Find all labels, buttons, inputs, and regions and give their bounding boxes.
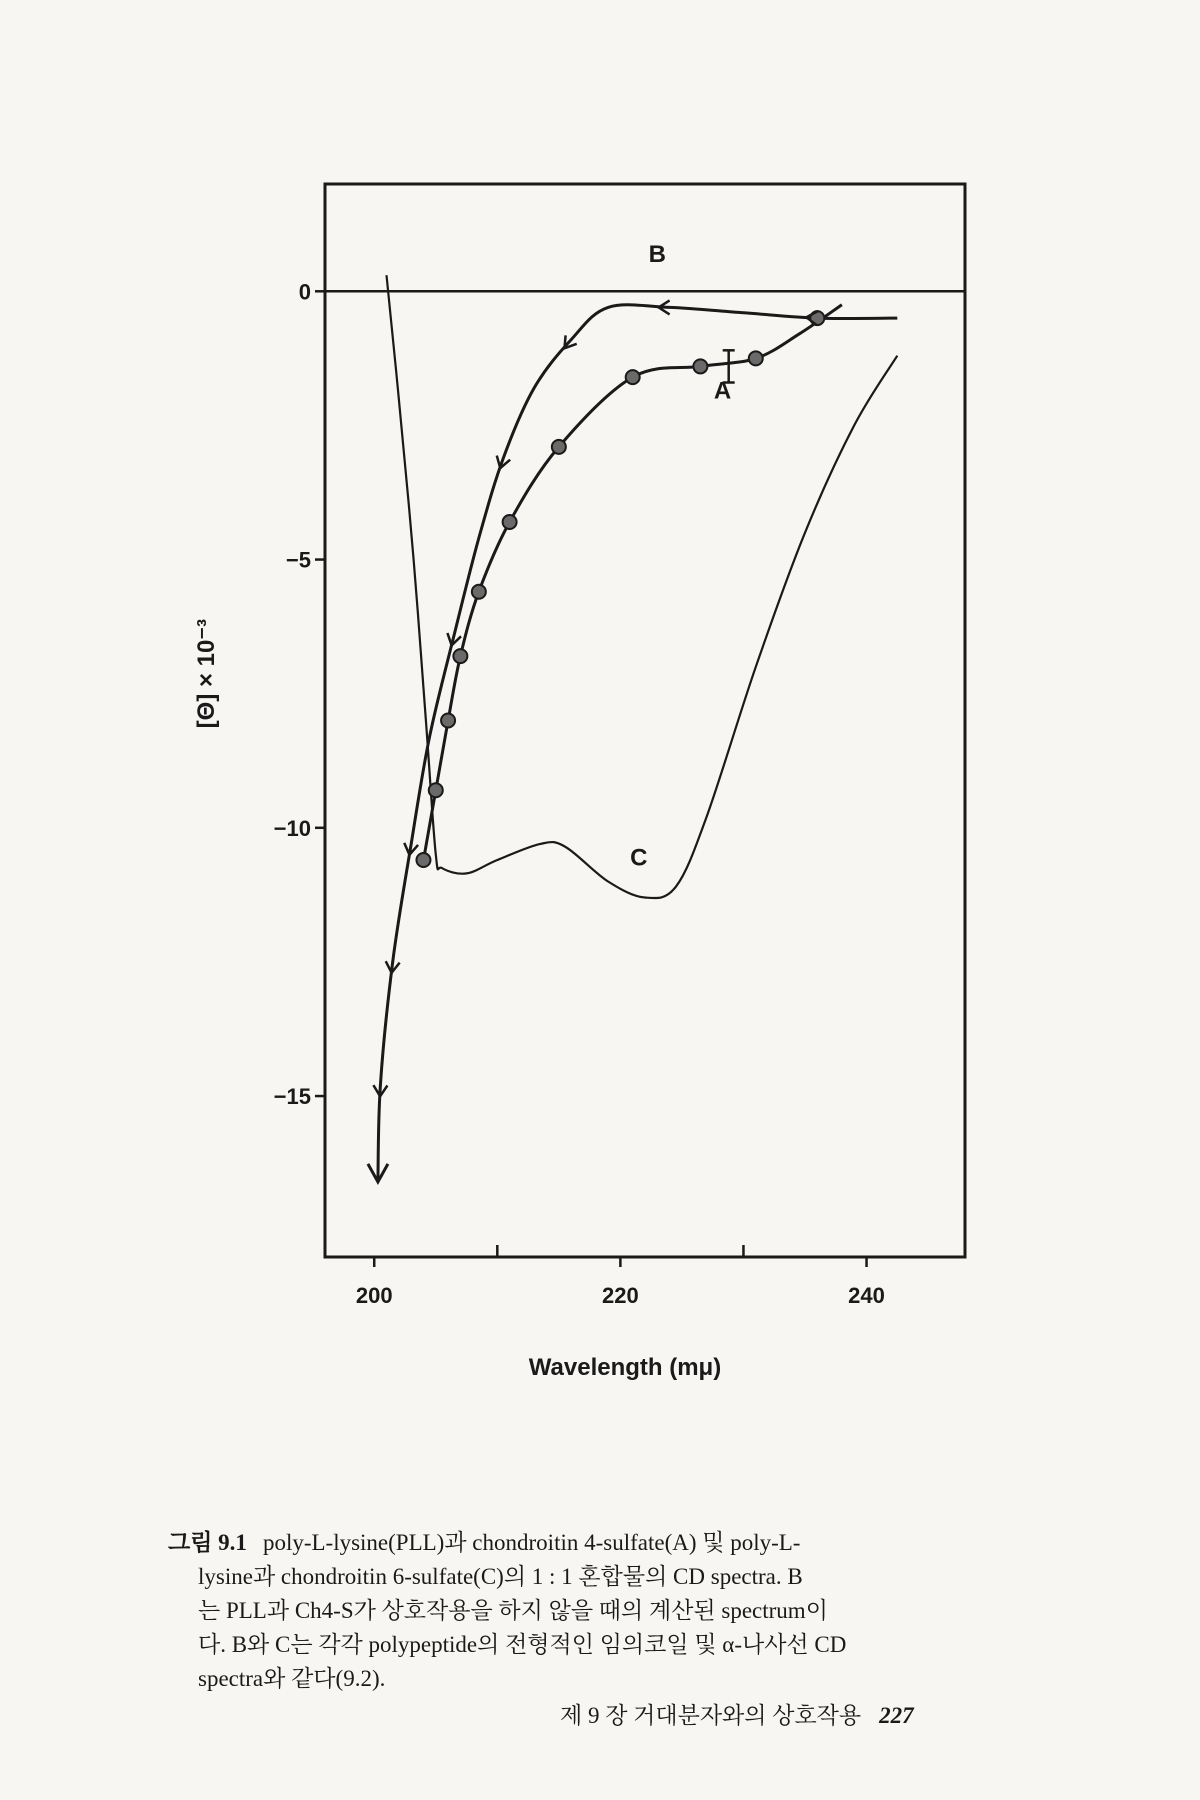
caption-line-1: poly-L-lysine(PLL)과 chondroitin 4-sulfate(A) 및 poly-L- (262, 1530, 801, 1555)
label-layer (630, 241, 731, 872)
series-a-point (749, 351, 763, 365)
series-a-point (503, 515, 517, 529)
figure-caption (168, 1526, 1048, 1696)
y-tick-label: 0 (298, 279, 311, 305)
chapter-title: 제 9 장 거대분자와의 상호작용 (560, 1703, 862, 1728)
series-a-line (424, 305, 842, 860)
series-a-point (472, 585, 486, 599)
caption-line-3: 는 PLL과 Ch4-S가 상호작용을 하지 않을 때의 계산된 spectrum이 (198, 1598, 828, 1623)
figure-label: 그림 9.1 (168, 1530, 247, 1555)
page-number: 227 (879, 1703, 914, 1728)
x-tick-label: 200 (355, 1283, 393, 1308)
marker-layer (368, 300, 824, 1181)
series-c-label: C (630, 844, 648, 872)
series-layer (378, 275, 897, 1182)
series-b-line (378, 305, 897, 1182)
page-footer (560, 1697, 914, 1730)
series-a-point (552, 440, 566, 454)
series-a-point (416, 853, 430, 867)
axes (193, 184, 965, 1381)
y-tick-label: −10 (273, 815, 311, 841)
x-tick-label: 220 (602, 1283, 639, 1308)
caption-line-4: 다. B와 C는 각각 polypeptide의 전형적인 임의코일 및 α-나사선 CD (198, 1632, 847, 1657)
caption-line-2: lysine과 chondroitin 6-sulfate(C)의 1 : 1 혼합물의 CD spectra. B (198, 1564, 803, 1589)
series-a-point (626, 370, 640, 384)
series-b-label: B (648, 240, 666, 268)
plot-frame (325, 184, 965, 1257)
caption-line-5: spectra와 같다(9.2). (198, 1666, 386, 1691)
x-axis-title: Wavelength (mμ) (528, 1354, 722, 1381)
y-axis-title: [Θ] × 10⁻³ (193, 618, 220, 729)
y-tick-label: −15 (273, 1084, 311, 1110)
series-c-line (387, 275, 898, 898)
series-a-point (693, 359, 707, 373)
x-tick-label: 240 (848, 1283, 885, 1308)
y-tick-label: −5 (285, 547, 311, 573)
series-a-point (429, 783, 443, 797)
series-a-label: A (713, 377, 732, 405)
series-a-point (453, 649, 467, 663)
series-a-point (441, 714, 455, 728)
